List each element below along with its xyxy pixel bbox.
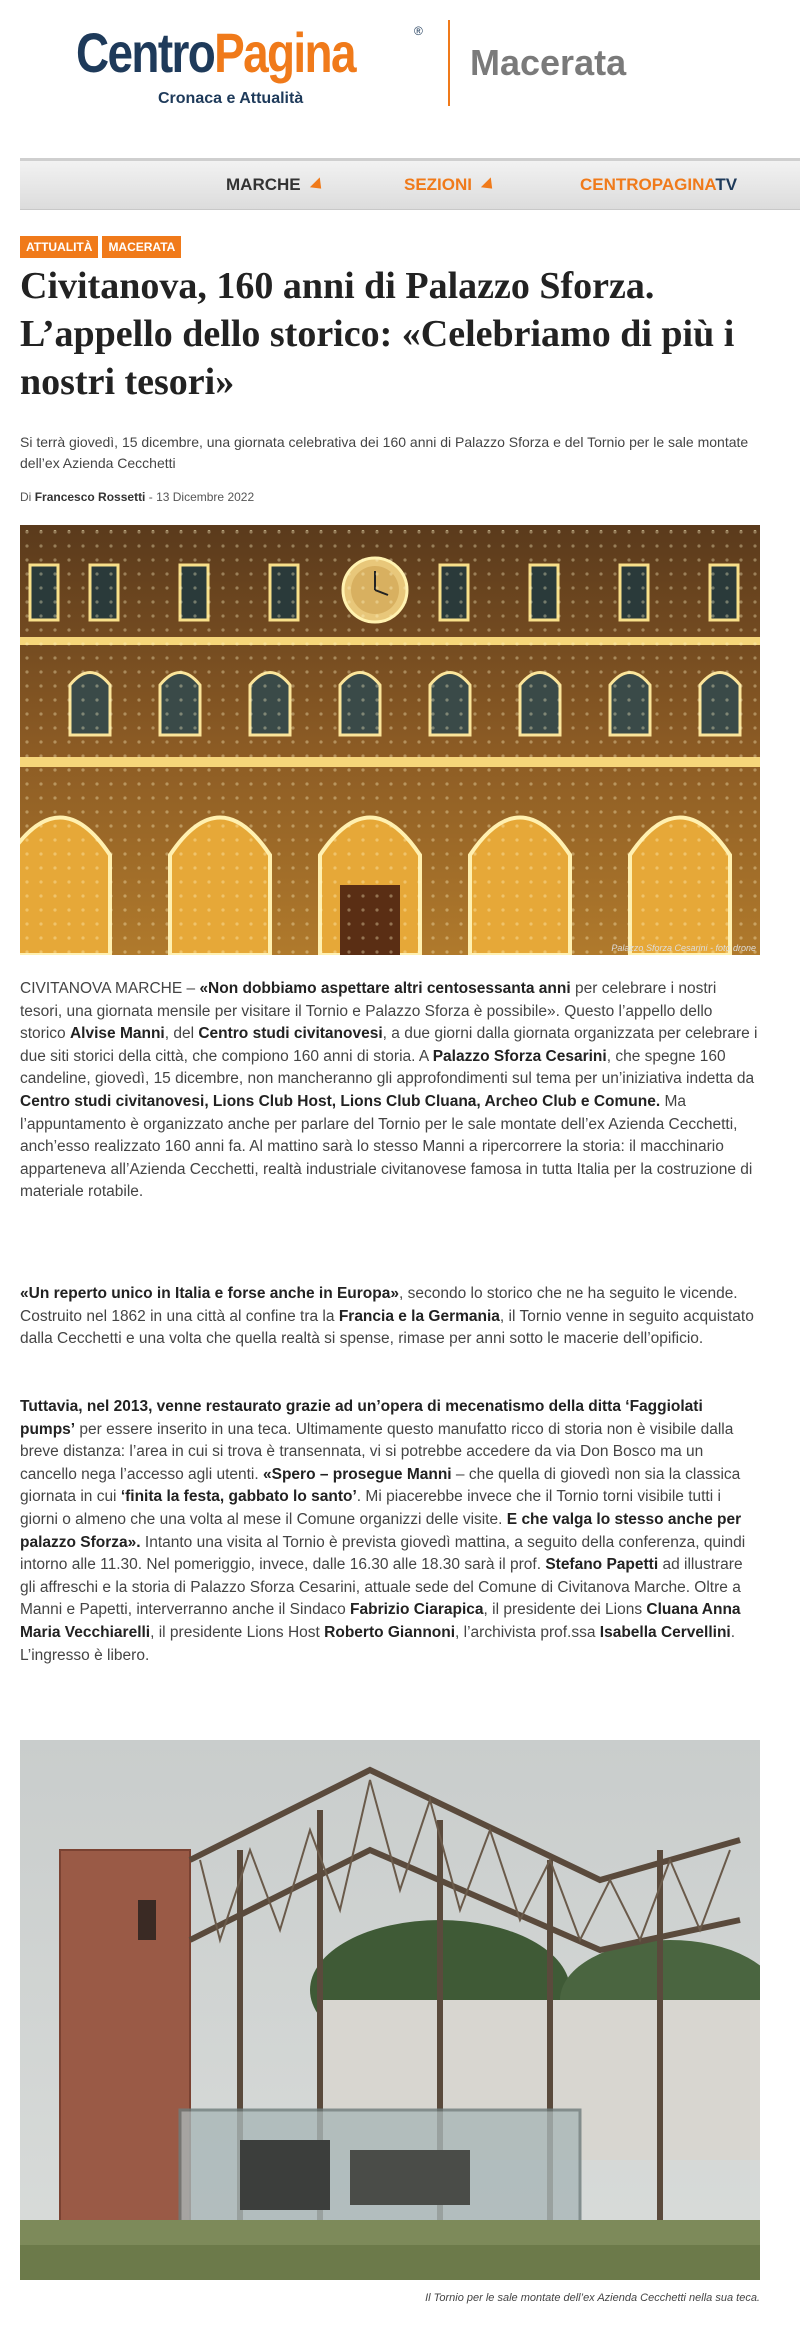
site-logo[interactable]	[76, 18, 436, 108]
p1-text-4: , a due giorni dalla giornata organizzata per celebrare i due siti storici della città, che compiono 160 anni di storia. A	[20, 1025, 758, 1065]
p3-text-4: Intanto una visita al Tornio è prevista giovedì mattina, a seguito della conferenza, quindi intorno alle 11.30. Nel pomeriggio, invece, dalle 16.30 alle 18.30 sarà il prof.	[20, 1533, 746, 1574]
p3-text-2: – che quella di giovedì non sia la classica giornata in cui	[20, 1465, 741, 1506]
article-paragraph-3	[20, 1396, 760, 1667]
logo-wordmark[interactable]	[76, 18, 355, 88]
nav-marche[interactable]	[226, 175, 325, 195]
tag-attualita[interactable]: ATTUALITÀ	[20, 236, 98, 258]
site-header	[0, 0, 800, 150]
tornio-illustration	[20, 1740, 760, 2280]
p3-bold-3: ‘finita la festa, gabbato lo santo’	[120, 1488, 357, 1506]
category-tags	[20, 236, 181, 258]
p1-text-5: , che spegne 160 candeline, giovedì, 15 dicembre, non mancheranno gli approfondimenti sul tema per un’iniziativa indetta da	[20, 1047, 755, 1088]
nav-tv-label: CENTROPAGINA	[580, 175, 716, 194]
p3-bold-5: Stefano Papetti	[545, 1556, 659, 1574]
article-title: Civitanova, 160 anni di Palazzo Sforza. L’appello dello storico: «Celebriamo di più i nostri tesori»	[20, 265, 735, 403]
p2-text-2: , il Tornio venne in seguito acquistato dalla Cecchetti e una volta che quella realtà si spense, rimase per anni sotto le macerie dell’opificio.	[20, 1307, 754, 1348]
article-paragraph-1	[20, 978, 760, 1204]
article-paragraph-2	[20, 1283, 760, 1351]
dropdown-caret-icon	[481, 177, 497, 193]
nav-centropagina-tv[interactable]	[580, 175, 737, 195]
p3-text-6: , il presidente dei Lions	[483, 1601, 647, 1619]
tag-macerata[interactable]: MACERATA	[102, 236, 181, 258]
edition-city[interactable]: Macerata	[470, 42, 627, 83]
p1-bold-3: Centro studi civitanovesi	[198, 1025, 383, 1043]
logo-pagina-text: Pagina	[214, 21, 355, 84]
article-subtitle: Si terrà giovedì, 15 dicembre, una giornata celebrativa dei 160 anni di Palazzo Sforza e del Tornio per le sale montate dell’ex Azienda Cecchetti	[20, 434, 749, 471]
p3-bold-7: Cluana Anna Maria Vecchiarelli	[20, 1601, 741, 1641]
photo-tornio-teca	[20, 1740, 760, 2280]
p3-bold-6: Fabrizio Ciarapica	[350, 1601, 484, 1619]
author-link[interactable]: Francesco Rossetti	[34, 490, 146, 504]
p3-bold-2: «Spero – prosegue Manni	[262, 1465, 452, 1483]
article-byline	[20, 490, 254, 504]
p3-bold-4: E che valga lo stesso anche per palazzo Sforza».	[20, 1510, 742, 1551]
nav-sezioni[interactable]	[404, 175, 496, 195]
p1-bold-5: Centro studi civitanovesi, Lions Club Host, Lions Club Cluana, Archeo Club e Comune.	[20, 1092, 661, 1110]
p2-text-1: , secondo lo storico che ne ha seguito le vicende. Costruito nel 1862 in una città al confine tra la	[20, 1285, 738, 1325]
logo-centro-text: Centro	[76, 21, 215, 84]
p2-bold-1: «Un reperto unico in Italia e forse anche in Europa»	[20, 1285, 399, 1302]
p2-bold-2: Francia e la Germania	[338, 1307, 500, 1325]
registered-mark: ®	[414, 24, 423, 38]
nav-marche-label: MARCHE	[226, 175, 301, 194]
p3-bold-9: Isabella Cervellini	[599, 1623, 731, 1641]
p1-bold-1: «Non dobbiamo aspettare altri centosessanta anni	[199, 980, 571, 997]
p3-text-7: , il presidente Lions Host	[150, 1623, 325, 1641]
byline-prefix: Di	[20, 490, 32, 504]
byline-separator: -	[145, 490, 157, 504]
p3-text-5: ad illustrare gli affreschi e la storia di Palazzo Sforza Cesarini, attuale sede del Comune di Civitanova Marche. Oltre a Manni e Papetti, interverranno anche il Sindaco	[20, 1556, 743, 1619]
p1-text-3: , del	[164, 1025, 199, 1043]
logo-divider	[448, 20, 450, 106]
nav-tv-suffix: TV	[715, 175, 738, 194]
dropdown-caret-icon	[309, 177, 325, 193]
palazzo-illustration	[20, 525, 760, 955]
p1-bold-2: Alvise Manni	[69, 1025, 165, 1043]
publish-date: 13 Dicembre 2022	[156, 490, 255, 504]
p3-bold-8: Roberto Giannoni	[324, 1623, 456, 1641]
p3-bold-1: Tuttavia, nel 2013, venne restaurato grazie ad un’opera di mecenatismo della ditta ‘Faggiolati pumps’	[20, 1398, 703, 1438]
p3-text-8: , l’archivista prof.ssa	[455, 1623, 600, 1641]
nav-sezioni-label: SEZIONI	[404, 175, 473, 194]
p1-bold-4: Palazzo Sforza Cesarini	[432, 1047, 607, 1065]
main-navbar	[20, 158, 800, 210]
p3-text-3: . Mi piacerebbe invece che il Tornio torni visibile tutti i giorni o almeno che una volta al mese il Comune organizzi delle visite.	[20, 1488, 721, 1528]
p1-text-1: CIVITANOVA MARCHE –	[20, 980, 200, 997]
logo-tagline: Cronaca e Attualità	[158, 90, 304, 107]
hero-caption: Palazzo Sforza Cesarini - foto drone	[611, 943, 756, 953]
p3-text-1: per essere inserito in una teca. Ultimamente questo manufatto ricco di storia non è visibile dalla breve distanza: l’area in cui si trova è transennata, vi si potrebbe accedere da via Don Bosco ma un cancello nega l’accesso agli utenti.	[20, 1420, 734, 1483]
p1-text-6: Ma l’appuntamento è organizzato anche per parlare del Tornio per le sale montate dell’ex Azienda Cecchetti, anch’esso realizzato 160 anni fa. Al mattino sarà lo stesso Manni a ripercorrere la storia: il macchinario apparteneva all’Azienda Cecchetti, realtà industriale civitanovese famosa in tutta Italia per la costruzione di materiale rotabile.	[20, 1092, 753, 1201]
hero-image-palazzo-sforza	[20, 525, 760, 955]
p1-text-2: per celebrare i nostri tesori, una giornata mensile per visitare il Tornio e Palazzo Sforza è possibile». Questo l’appello dello storico	[20, 980, 717, 1043]
p3-text-9: . L’ingresso è libero.	[20, 1623, 736, 1664]
photo2-caption: Il Tornio per le sale montate dell’ex Azienda Cecchetti nella sua teca.	[425, 2292, 760, 2304]
